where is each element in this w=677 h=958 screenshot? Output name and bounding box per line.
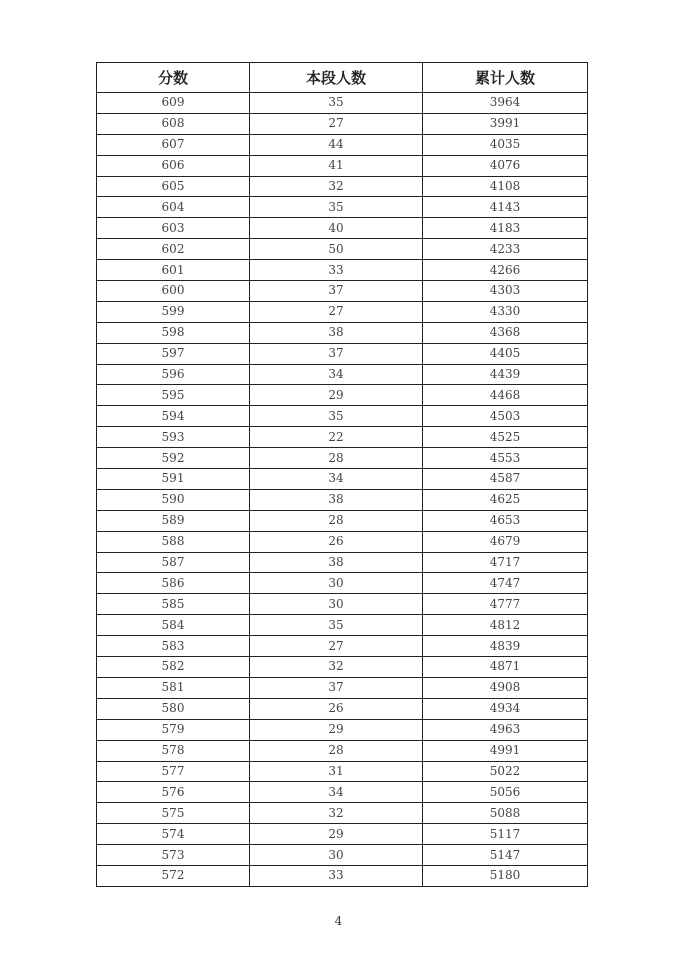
cell-segment-count: 33 bbox=[250, 260, 423, 281]
cell-segment-count: 34 bbox=[250, 364, 423, 385]
table-row bbox=[97, 803, 588, 824]
cell-cumulative-count: 4405 bbox=[423, 343, 588, 364]
cell-score: 572 bbox=[97, 865, 250, 886]
cell-cumulative-count: 3964 bbox=[423, 93, 588, 114]
cell-segment-count: 27 bbox=[250, 113, 423, 134]
cell-cumulative-count: 4653 bbox=[423, 510, 588, 531]
cell-score: 592 bbox=[97, 448, 250, 469]
cell-score: 581 bbox=[97, 677, 250, 698]
cell-cumulative-count: 5147 bbox=[423, 845, 588, 866]
cell-segment-count: 50 bbox=[250, 239, 423, 260]
cell-score: 586 bbox=[97, 573, 250, 594]
cell-segment-count: 32 bbox=[250, 803, 423, 824]
cell-score: 597 bbox=[97, 343, 250, 364]
table-row bbox=[97, 531, 588, 552]
cell-score: 608 bbox=[97, 113, 250, 134]
cell-score: 591 bbox=[97, 469, 250, 490]
cell-segment-count: 30 bbox=[250, 573, 423, 594]
cell-score: 600 bbox=[97, 281, 250, 302]
cell-segment-count: 38 bbox=[250, 322, 423, 343]
cell-score: 587 bbox=[97, 552, 250, 573]
cell-cumulative-count: 4368 bbox=[423, 322, 588, 343]
cell-cumulative-count: 4871 bbox=[423, 657, 588, 678]
table-row bbox=[97, 845, 588, 866]
cell-segment-count: 29 bbox=[250, 719, 423, 740]
cell-segment-count: 22 bbox=[250, 427, 423, 448]
table-row bbox=[97, 573, 588, 594]
table-row bbox=[97, 260, 588, 281]
cell-cumulative-count: 4108 bbox=[423, 176, 588, 197]
cell-score: 605 bbox=[97, 176, 250, 197]
cell-segment-count: 28 bbox=[250, 448, 423, 469]
cell-segment-count: 32 bbox=[250, 176, 423, 197]
cell-segment-count: 30 bbox=[250, 594, 423, 615]
cell-score: 576 bbox=[97, 782, 250, 803]
cell-segment-count: 31 bbox=[250, 761, 423, 782]
cell-segment-count: 41 bbox=[250, 155, 423, 176]
cell-score: 599 bbox=[97, 301, 250, 322]
cell-score: 583 bbox=[97, 636, 250, 657]
cell-cumulative-count: 3991 bbox=[423, 113, 588, 134]
table-header-row bbox=[97, 63, 588, 93]
cell-score: 589 bbox=[97, 510, 250, 531]
cell-cumulative-count: 4717 bbox=[423, 552, 588, 573]
table-row bbox=[97, 93, 588, 114]
table-row bbox=[97, 719, 588, 740]
cell-segment-count: 29 bbox=[250, 385, 423, 406]
cell-cumulative-count: 4233 bbox=[423, 239, 588, 260]
cell-cumulative-count: 5117 bbox=[423, 824, 588, 845]
cell-score: 609 bbox=[97, 93, 250, 114]
table-row bbox=[97, 824, 588, 845]
cell-cumulative-count: 4303 bbox=[423, 281, 588, 302]
cell-segment-count: 44 bbox=[250, 134, 423, 155]
table-row bbox=[97, 134, 588, 155]
header-cumulative-count: 累计人数 bbox=[423, 63, 588, 93]
table-row bbox=[97, 113, 588, 134]
table-row bbox=[97, 489, 588, 510]
cell-score: 602 bbox=[97, 239, 250, 260]
cell-cumulative-count: 4839 bbox=[423, 636, 588, 657]
cell-cumulative-count: 4679 bbox=[423, 531, 588, 552]
cell-segment-count: 26 bbox=[250, 698, 423, 719]
cell-cumulative-count: 5022 bbox=[423, 761, 588, 782]
cell-cumulative-count: 4963 bbox=[423, 719, 588, 740]
cell-segment-count: 29 bbox=[250, 824, 423, 845]
cell-segment-count: 35 bbox=[250, 93, 423, 114]
cell-score: 604 bbox=[97, 197, 250, 218]
table-row bbox=[97, 740, 588, 761]
cell-score: 574 bbox=[97, 824, 250, 845]
table-row bbox=[97, 657, 588, 678]
cell-cumulative-count: 4439 bbox=[423, 364, 588, 385]
table-row bbox=[97, 782, 588, 803]
cell-cumulative-count: 4468 bbox=[423, 385, 588, 406]
cell-score: 582 bbox=[97, 657, 250, 678]
cell-cumulative-count: 4908 bbox=[423, 677, 588, 698]
cell-cumulative-count: 4991 bbox=[423, 740, 588, 761]
table-row bbox=[97, 552, 588, 573]
cell-cumulative-count: 4076 bbox=[423, 155, 588, 176]
cell-cumulative-count: 4330 bbox=[423, 301, 588, 322]
cell-score: 593 bbox=[97, 427, 250, 448]
cell-segment-count: 32 bbox=[250, 657, 423, 678]
table-row bbox=[97, 448, 588, 469]
cell-cumulative-count: 4183 bbox=[423, 218, 588, 239]
cell-score: 577 bbox=[97, 761, 250, 782]
cell-segment-count: 26 bbox=[250, 531, 423, 552]
table-row bbox=[97, 385, 588, 406]
cell-segment-count: 34 bbox=[250, 782, 423, 803]
cell-segment-count: 28 bbox=[250, 740, 423, 761]
table-row bbox=[97, 155, 588, 176]
cell-cumulative-count: 5056 bbox=[423, 782, 588, 803]
table-row bbox=[97, 343, 588, 364]
table-body bbox=[97, 93, 588, 887]
table-row bbox=[97, 218, 588, 239]
table-row bbox=[97, 469, 588, 490]
table-row bbox=[97, 427, 588, 448]
page-number: 4 bbox=[334, 914, 343, 928]
cell-cumulative-count: 4525 bbox=[423, 427, 588, 448]
table-row bbox=[97, 301, 588, 322]
table-row bbox=[97, 281, 588, 302]
table-row bbox=[97, 761, 588, 782]
cell-cumulative-count: 4503 bbox=[423, 406, 588, 427]
table-row bbox=[97, 322, 588, 343]
table-row bbox=[97, 865, 588, 886]
cell-segment-count: 35 bbox=[250, 615, 423, 636]
cell-score: 575 bbox=[97, 803, 250, 824]
cell-cumulative-count: 4934 bbox=[423, 698, 588, 719]
cell-score: 606 bbox=[97, 155, 250, 176]
cell-segment-count: 38 bbox=[250, 489, 423, 510]
cell-score: 596 bbox=[97, 364, 250, 385]
cell-score: 579 bbox=[97, 719, 250, 740]
cell-score: 607 bbox=[97, 134, 250, 155]
header-score: 分数 bbox=[97, 63, 250, 93]
table-row bbox=[97, 677, 588, 698]
cell-cumulative-count: 4143 bbox=[423, 197, 588, 218]
cell-cumulative-count: 4035 bbox=[423, 134, 588, 155]
cell-score: 573 bbox=[97, 845, 250, 866]
cell-segment-count: 38 bbox=[250, 552, 423, 573]
cell-score: 585 bbox=[97, 594, 250, 615]
cell-segment-count: 27 bbox=[250, 636, 423, 657]
cell-score: 590 bbox=[97, 489, 250, 510]
table-row bbox=[97, 615, 588, 636]
cell-segment-count: 35 bbox=[250, 406, 423, 427]
cell-segment-count: 33 bbox=[250, 865, 423, 886]
table-row bbox=[97, 239, 588, 260]
table-row bbox=[97, 176, 588, 197]
cell-cumulative-count: 4812 bbox=[423, 615, 588, 636]
cell-score: 598 bbox=[97, 322, 250, 343]
cell-cumulative-count: 4587 bbox=[423, 469, 588, 490]
cell-score: 595 bbox=[97, 385, 250, 406]
cell-cumulative-count: 4625 bbox=[423, 489, 588, 510]
cell-score: 578 bbox=[97, 740, 250, 761]
table-row bbox=[97, 510, 588, 531]
cell-segment-count: 30 bbox=[250, 845, 423, 866]
cell-score: 584 bbox=[97, 615, 250, 636]
cell-segment-count: 37 bbox=[250, 677, 423, 698]
cell-segment-count: 37 bbox=[250, 281, 423, 302]
table-row bbox=[97, 197, 588, 218]
cell-score: 588 bbox=[97, 531, 250, 552]
cell-cumulative-count: 4266 bbox=[423, 260, 588, 281]
cell-segment-count: 27 bbox=[250, 301, 423, 322]
cell-cumulative-count: 5180 bbox=[423, 865, 588, 886]
table-row bbox=[97, 406, 588, 427]
header-segment-count: 本段人数 bbox=[250, 63, 423, 93]
table-row bbox=[97, 594, 588, 615]
table-row bbox=[97, 364, 588, 385]
cell-segment-count: 28 bbox=[250, 510, 423, 531]
cell-cumulative-count: 4553 bbox=[423, 448, 588, 469]
score-distribution-table bbox=[96, 62, 588, 887]
table-row bbox=[97, 636, 588, 657]
table-row bbox=[97, 698, 588, 719]
cell-score: 594 bbox=[97, 406, 250, 427]
cell-segment-count: 35 bbox=[250, 197, 423, 218]
cell-score: 603 bbox=[97, 218, 250, 239]
cell-score: 601 bbox=[97, 260, 250, 281]
cell-segment-count: 37 bbox=[250, 343, 423, 364]
cell-segment-count: 40 bbox=[250, 218, 423, 239]
cell-segment-count: 34 bbox=[250, 469, 423, 490]
cell-cumulative-count: 5088 bbox=[423, 803, 588, 824]
cell-cumulative-count: 4777 bbox=[423, 594, 588, 615]
cell-score: 580 bbox=[97, 698, 250, 719]
cell-cumulative-count: 4747 bbox=[423, 573, 588, 594]
